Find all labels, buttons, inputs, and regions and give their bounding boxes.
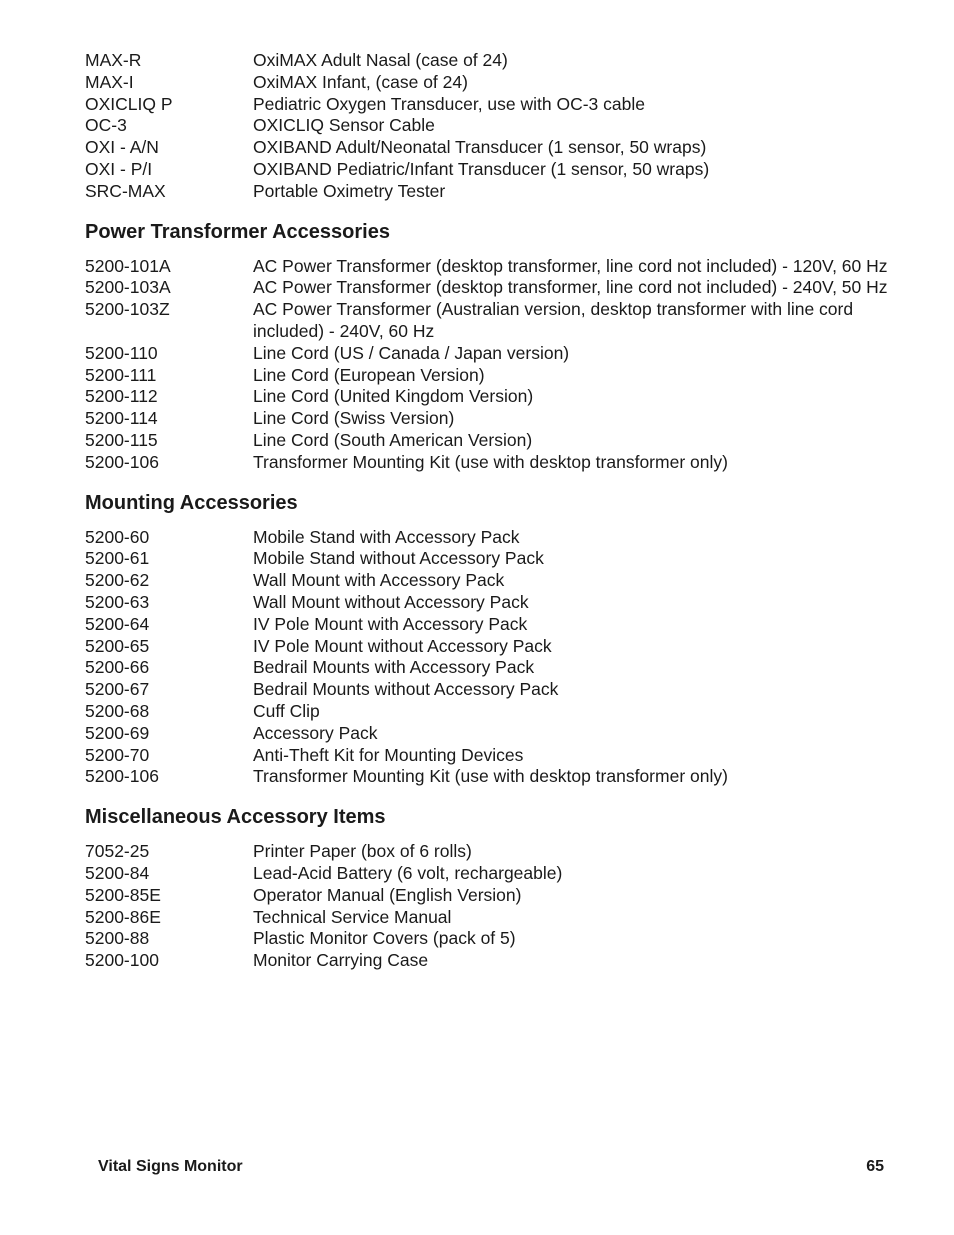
- table-row: [85, 181, 915, 203]
- part-number: 5200-85E: [85, 884, 161, 905]
- table-row: [85, 636, 915, 658]
- part-description: Printer Paper (box of 6 rolls): [253, 841, 472, 862]
- part-number: MAX-R: [85, 50, 142, 70]
- part-number: 5200-106: [85, 766, 159, 787]
- section-heading: Miscellaneous Accessory Items: [85, 806, 386, 829]
- part-description: Monitor Carrying Case: [253, 950, 429, 971]
- part-description: Mobile Stand without Accessory Pack: [253, 548, 544, 569]
- table-row: [85, 256, 915, 278]
- part-number: 5200-70: [85, 744, 150, 765]
- table-row: [85, 452, 915, 474]
- part-description: IV Pole Mount without Accessory Pack: [253, 635, 552, 656]
- table-row: [85, 701, 915, 723]
- table-row: [85, 527, 915, 549]
- part-number: 5200-88: [85, 928, 150, 949]
- footer-title: Vital Signs Monitor: [98, 1158, 243, 1175]
- part-number: OC-3: [85, 115, 127, 136]
- table-row: [85, 299, 915, 343]
- part-number: 5200-112: [85, 386, 158, 407]
- part-description: Operator Manual (English Version): [253, 884, 522, 905]
- part-number: 5200-111: [85, 364, 157, 385]
- part-description: Bedrail Mounts with Accessory Pack: [253, 657, 535, 678]
- table-row: [85, 928, 915, 950]
- table-row: [85, 907, 915, 929]
- part-number: 5200-66: [85, 657, 150, 678]
- part-number: 5200-101A: [85, 255, 171, 276]
- part-number: MAX-I: [85, 71, 134, 92]
- part-description: OxiMAX Infant, (case of 24): [253, 71, 468, 92]
- part-number: 7052-25: [85, 841, 150, 862]
- part-description: Plastic Monitor Covers (pack of 5): [253, 928, 516, 949]
- table-row: [85, 430, 915, 452]
- part-description: Anti-Theft Kit for Mounting Devices: [253, 744, 524, 765]
- part-description: Wall Mount without Accessory Pack: [253, 591, 529, 612]
- table-row: [85, 115, 915, 137]
- part-number: 5200-103A: [85, 277, 171, 298]
- table-row: [85, 72, 915, 94]
- table-row: [85, 94, 915, 116]
- table-row: [85, 408, 915, 430]
- part-number: 5200-110: [85, 342, 158, 363]
- part-description: IV Pole Mount with Accessory Pack: [253, 613, 528, 634]
- part-number: 5200-67: [85, 679, 150, 700]
- part-number: SRC-MAX: [85, 180, 166, 201]
- part-description: AC Power Transformer (Australian version, desktop transformer with line cord included) - 240V, 60 Hz: [253, 299, 854, 341]
- part-number: 5200-60: [85, 526, 150, 547]
- part-number: 5200-106: [85, 451, 159, 472]
- table-row: [85, 570, 915, 592]
- part-description: OXIBAND Pediatric/Infant Transducer (1 sensor, 50 wraps): [253, 158, 710, 179]
- part-description: OxiMAX Adult Nasal (case of 24): [253, 50, 508, 70]
- table-row: [85, 365, 915, 387]
- table-row: [85, 50, 915, 72]
- part-description: Line Cord (European Version): [253, 364, 485, 385]
- part-description: OXICLIQ Sensor Cable: [253, 115, 435, 136]
- accessory-list-page: [85, 50, 915, 972]
- part-description: Lead-Acid Battery (6 volt, rechargeable): [253, 862, 563, 883]
- part-number: 5200-61: [85, 548, 150, 569]
- section-power-transformer: [85, 220, 915, 474]
- table-row: [85, 885, 915, 907]
- part-description: Line Cord (United Kingdom Version): [253, 386, 534, 407]
- table-row: [85, 137, 915, 159]
- part-description: Transformer Mounting Kit (use with desktop transformer only): [253, 451, 728, 472]
- part-description: Accessory Pack: [253, 722, 378, 743]
- part-number: 5200-63: [85, 591, 150, 612]
- part-description: Cuff Clip: [253, 700, 320, 721]
- table-row: [85, 679, 915, 701]
- part-number: 5200-114: [85, 408, 158, 429]
- part-description: Wall Mount with Accessory Pack: [253, 570, 505, 591]
- part-description: Mobile Stand with Accessory Pack: [253, 526, 520, 547]
- section-mounting: [85, 491, 915, 789]
- page-footer: [98, 1158, 884, 1176]
- section-miscellaneous: [85, 805, 915, 972]
- part-number: 5200-100: [85, 950, 159, 971]
- table-row: [85, 950, 915, 972]
- table-row: [85, 159, 915, 181]
- part-number: OXI - P/I: [85, 158, 153, 179]
- page-number: 65: [866, 1158, 884, 1175]
- table-row: [85, 745, 915, 767]
- part-description: Line Cord (US / Canada / Japan version): [253, 342, 570, 363]
- part-number: 5200-69: [85, 722, 150, 743]
- section-heading: Mounting Accessories: [85, 491, 298, 514]
- table-row: [85, 614, 915, 636]
- part-number: 5200-115: [85, 429, 158, 450]
- part-description: Line Cord (South American Version): [253, 429, 533, 450]
- part-number: 5200-68: [85, 700, 150, 721]
- table-row: [85, 766, 915, 788]
- table-row: [85, 592, 915, 614]
- table-row: [85, 386, 915, 408]
- part-number: 5200-62: [85, 570, 150, 591]
- part-description: Bedrail Mounts without Accessory Pack: [253, 679, 559, 700]
- part-description: Portable Oximetry Tester: [253, 180, 446, 201]
- part-number: 5200-64: [85, 613, 150, 634]
- table-row: [85, 548, 915, 570]
- section-heading: Power Transformer Accessories: [85, 220, 390, 243]
- table-row: [85, 723, 915, 745]
- part-description: Pediatric Oxygen Transducer, use with OC-3 cable: [253, 93, 645, 114]
- part-number: OXICLIQ P: [85, 93, 173, 114]
- table-row: [85, 841, 915, 863]
- part-description: Technical Service Manual: [253, 906, 452, 927]
- part-number: 5200-65: [85, 635, 150, 656]
- table-row: [85, 657, 915, 679]
- section-oximetry: [85, 50, 915, 203]
- part-number: OXI - A/N: [85, 137, 159, 158]
- part-number: 5200-86E: [85, 906, 161, 927]
- part-description: OXIBAND Adult/Neonatal Transducer (1 sensor, 50 wraps): [253, 137, 707, 158]
- part-description: Transformer Mounting Kit (use with desktop transformer only): [253, 766, 728, 787]
- table-row: [85, 343, 915, 365]
- part-description: Line Cord (Swiss Version): [253, 408, 455, 429]
- part-description: AC Power Transformer (desktop transformer, line cord not included) - 240V, 50 Hz: [253, 277, 888, 298]
- part-number: 5200-84: [85, 862, 150, 883]
- table-row: [85, 863, 915, 885]
- part-number: 5200-103Z: [85, 299, 170, 320]
- part-description: AC Power Transformer (desktop transformer, line cord not included) - 120V, 60 Hz: [253, 255, 888, 276]
- table-row: [85, 277, 915, 299]
